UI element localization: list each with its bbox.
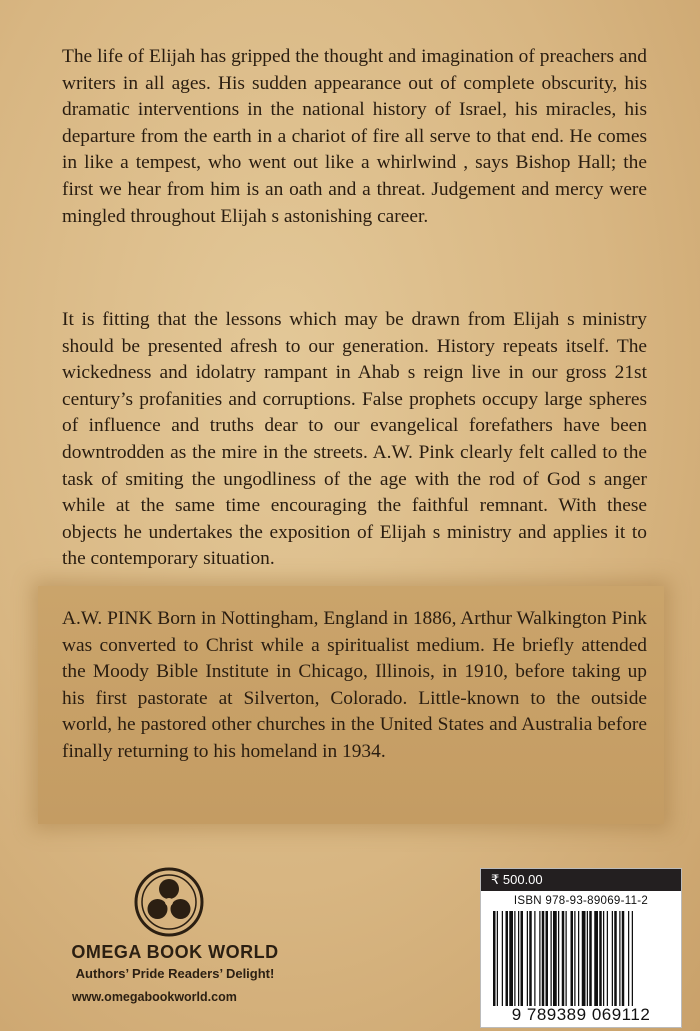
- barcode-bar: [603, 911, 604, 1006]
- barcode-bar: [574, 911, 575, 1006]
- barcode-bar: [534, 911, 535, 1006]
- barcode-bar: [562, 911, 565, 1006]
- barcode-bar: [599, 911, 602, 1006]
- barcode-bar: [619, 911, 620, 1006]
- publisher-url[interactable]: www.omegabookworld.com: [72, 990, 237, 1004]
- barcode-label: [480, 868, 682, 1028]
- barcode-bar: [558, 911, 559, 1006]
- barcode-bar: [521, 911, 524, 1006]
- barcode-bar: [514, 911, 515, 1006]
- barcode-bar: [571, 911, 574, 1006]
- barcode-bar: [539, 911, 540, 1006]
- author-bio-paragraph: A.W. PINK Born in Nottingham, England in 1886, Arthur Walkington Pink was converted to Christ while a spiritualist medium. He briefly attended the Moody Bible Institute in Chicago, Illinois, in 1910, before taking up his first pastorate at Silverton, Colorado. Little-known to the outside world, he pastored other churches in the United States and Australia before finally returning to his homeland in 1934.: [62, 608, 647, 762]
- isbn-label: ISBN 978-93-89069-11-2: [513, 895, 649, 907]
- publisher-tagline: Authors’ Pride Readers’ Delight!: [75, 966, 275, 981]
- barcode-bar: [497, 911, 498, 1006]
- publisher-name: OMEGA BOOK WORLD: [71, 942, 279, 962]
- description-paragraph-2: It is fitting that the lessons which may be drawn from Elijah s ministry should be presented afresh to our generation. History repeats itself. The wickedness and idolatry rampant in Ahab s reign live in our gross 21st century’s profanities and corruptions. False prophets occupy large spheres of influence and truths dear to our evangelical forefathers have been downtrodden as the mire in the streets. A.W. Pink clearly felt called to the task of smiting the ungodliness of the age with the rod of God s anger while at the same time encouraging the faithful remnant. With these objects he undertakes the exposition of Elijah s ministry and applies it to the contemporary situation.: [62, 309, 647, 570]
- barcode-bar: [529, 911, 532, 1006]
- barcode-bar: [506, 911, 509, 1006]
- barcode-bar: [589, 911, 592, 1006]
- barcode-bar: [566, 911, 567, 1006]
- barcode-bar: [607, 911, 608, 1006]
- barcode-bar: [546, 911, 549, 1006]
- barcode-bar: [509, 911, 513, 1006]
- barcode-number: 9 789389 069112: [511, 1005, 651, 1024]
- barcode-bar: [502, 911, 503, 1006]
- barcode-bar: [628, 911, 629, 1006]
- barcode-bar: [582, 911, 586, 1006]
- barcode-bar: [527, 911, 528, 1006]
- barcode-bar: [553, 911, 557, 1006]
- barcode-bar: [551, 911, 552, 1006]
- omega-trefoil-icon: [133, 866, 205, 938]
- barcode-bar: [632, 911, 633, 1006]
- barcode-bar: [518, 911, 519, 1006]
- barcode-bar: [542, 911, 545, 1006]
- barcode-bar: [612, 911, 613, 1006]
- price-label: ₹ 500.00: [481, 869, 681, 891]
- barcode-bar: [493, 911, 496, 1006]
- barcode-bar: [622, 911, 625, 1006]
- barcode-bar: [614, 911, 617, 1006]
- barcode-bar: [587, 911, 588, 1006]
- description-paragraph-1: The life of Elijah has gripped the thought and imagination of preachers and writers in all ages. His sudden appearance out of complete obscurity, his dramatic interventions in the national history of Israel, his miracles, his departure from the earth in a chariot of fire all serve to that end. He comes in like a tempest, who went out like a whirlwind , says Bishop Hall; the first we hear from him is an oath and a threat. Judgement and mercy were mingled throughout Elijah s astonishing career.: [62, 46, 647, 227]
- barcode-bar: [594, 911, 598, 1006]
- barcode-bar: [578, 911, 579, 1006]
- barcode-bars: [491, 911, 673, 1006]
